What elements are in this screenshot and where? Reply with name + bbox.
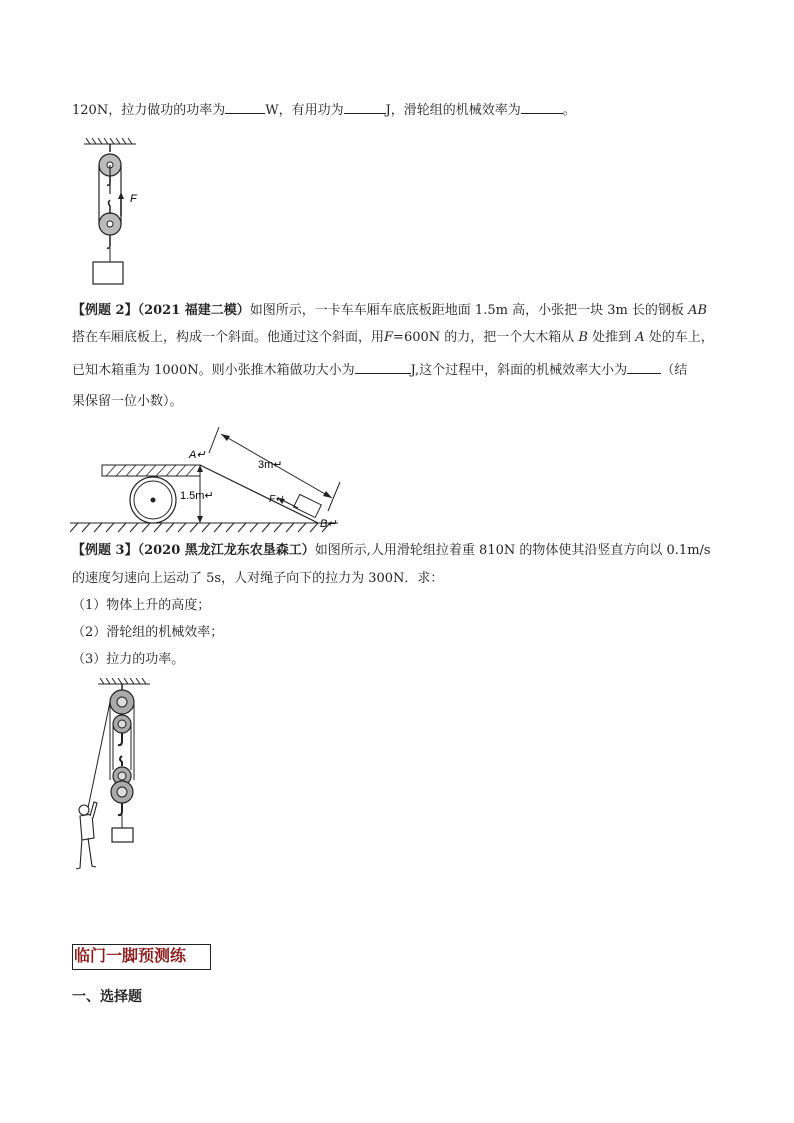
pulley-figure-1 [80,138,160,290]
answer-blank [344,101,386,114]
label-b: B↵ [320,518,337,530]
movable-pulleys [111,767,133,803]
answer-blank [225,101,265,114]
person [76,802,97,869]
incline-figure [70,422,360,540]
ceiling-hatch [98,678,150,684]
ceiling-hatch [84,138,136,144]
example-3-question-2: （2）滑轮组的机械效率； [72,625,224,640]
box [294,494,322,517]
label-length: 3m↵ [258,459,283,471]
fixed-pulleys [110,690,134,733]
answer-blank [355,361,411,374]
example-source: （2020 黑龙江龙东农垦森工） [137,543,315,558]
example-3-line-2: 的速度匀速向上运动了 5s，人对绳子向下的拉力为 300N．求： [72,571,444,586]
label-height: 1.5m↵ [180,490,214,502]
section-title: 临门一脚预测练 [74,946,187,965]
wheel [130,477,176,523]
pulley-figure-2 [74,678,164,874]
example-3-line-1: 【例题 3】（2020 黑龙江龙东农垦森工）如图所示,人用滑轮组拉着重 810N 的物体使其沿竖直方向以 0.1m/s [72,543,711,558]
example-tag: 【例题 2】 [72,303,138,318]
label-a: A↵ [189,449,206,461]
ground [70,523,338,532]
example-2-line-1: 【例题 2】（2021 福建二模）如图所示，一卡车车厢车底底板距地面 1.5m 高，小张把一块 3m 长的钢板 AB [72,303,708,318]
force-arrow [118,192,124,216]
answer-blank [627,361,661,374]
truck-bed [102,465,200,476]
label-force: F↵ [269,494,284,505]
incline-plank [200,465,318,523]
example-2-line-2: 搭在车厢底板上，构成一个斜面。他通过这个斜面，用F=600N 的力，把一个大木箱从 B 处推到 A 处的车上， [72,330,714,345]
example-3-question-3: （3）拉力的功率。 [72,652,185,667]
force-label: F [130,193,137,205]
weight-block [112,828,133,842]
example-2-line-4: 果保留一位小数）。 [72,394,183,409]
section-subtitle: 一、选择题 [72,989,142,1005]
question-line-top: 120N，拉力做功的功率为 W，有用功为 J，滑轮组的机械效率为 。 [72,103,576,118]
answer-blank [521,101,563,114]
weight-block [93,262,123,284]
example-tag: 【例题 3】 [72,543,138,558]
example-source: （2021 福建二模） [137,303,250,318]
example-2-line-3: 已知木箱重为 1000N。则小张推木箱做功大小为 J,这个过程中，斜面的机械效率大小为 （结 [72,363,688,378]
example-3-question-1: （1）物体上升的高度； [72,598,211,613]
movable-pulley [99,213,121,235]
